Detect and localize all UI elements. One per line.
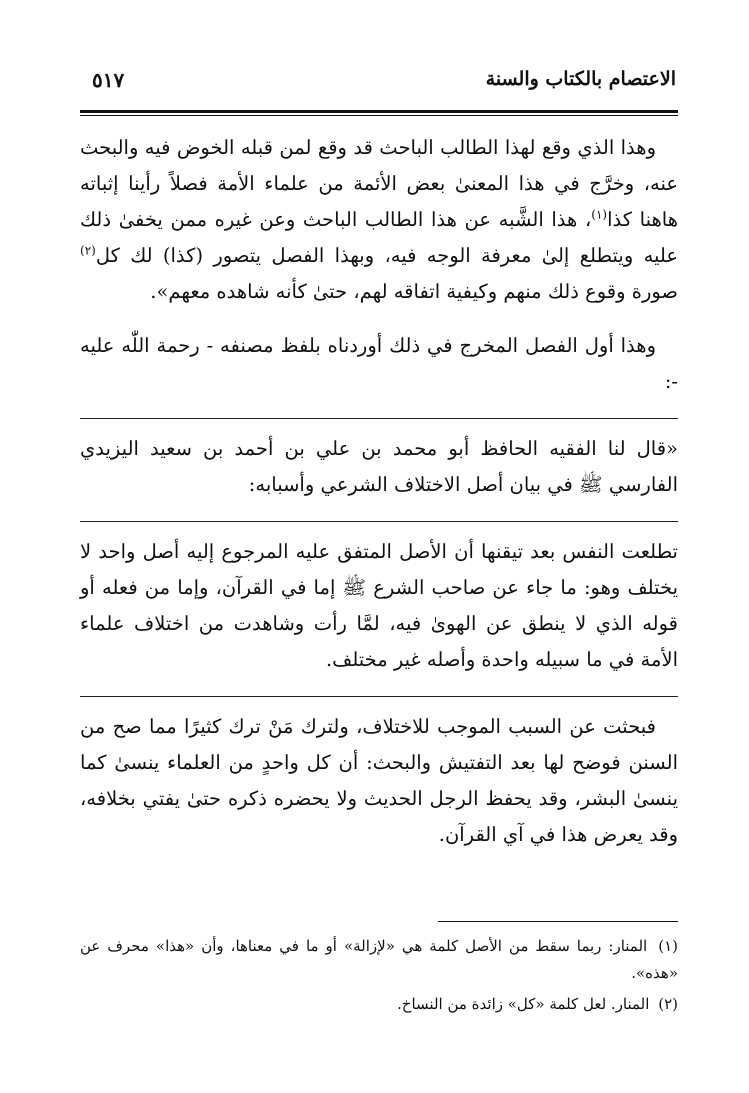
footnote-number: (١)	[658, 937, 678, 955]
paragraph-4: تطلعت النفس بعد تيقنها أن الأصل المتفق عليه المرجوع إليه أصل واحد لا يختلف وهو: ما جاء عن صاحب الشرع ﷺ إما في القرآن، وإما من فعله أو قوله الذي لا ينطق عن الهوىٰ فيه، لمَّا رأت وشاهدت من اختلاف علماء الأمة في ما سبيله واحدة وأصله غير مختلف.	[80, 540, 678, 671]
running-header	[92, 68, 676, 102]
header-rule	[80, 110, 678, 113]
paragraph-1-part-b: ، هذا الشَّبه عن هذا الطالب الباحث وعن غيره ممن يخفىٰ ذلك عليه ويتطلع إلىٰ معرفة الوجه فيه، وبهذا الفصل يتصور (كذا) لك كل	[80, 208, 678, 267]
footnote-text: المنار. لعل كلمة «كل» زائدة من النساخ.	[397, 995, 650, 1013]
page-number: ٥١٧	[92, 68, 125, 92]
footnote-text: المنار: ربما سقط من الأصل كلمة هي «لإزالة» أو ما في معناها، وأن «هذا» محرف عن «هذه».	[80, 937, 678, 982]
paragraph-1	[80, 130, 678, 310]
section-rule-3	[80, 696, 678, 697]
section-rule-2	[80, 521, 678, 522]
footnote-1	[80, 933, 678, 987]
running-title: الاعتصام بالكتاب والسنة	[485, 68, 676, 90]
footnote-rule	[438, 921, 678, 922]
section-rule-1	[80, 418, 678, 419]
paragraph-1-part-c: صورة وقوع ذلك منهم وكيفية اتفاقه لهم، حتىٰ كأنه شاهده معهم».	[150, 280, 678, 303]
main-text	[80, 130, 678, 871]
footnote-number: (٢)	[658, 995, 678, 1013]
footnotes	[80, 933, 678, 1022]
footnote-ref-2[interactable]: (٢)	[80, 243, 96, 258]
footnote-2	[80, 991, 678, 1018]
footnote-ref-1[interactable]: (١)	[591, 207, 608, 222]
paragraph-3: «قال لنا الفقيه الحافظ أبو محمد بن علي بن أحمد بن سعيد اليزيدي الفارسي ﷺ في بيان أصل الاختلاف الشرعي وأسبابه:	[80, 437, 678, 496]
paragraph-1-part-a: وهذا الذي وقع لهذا الطالب الباحث قد وقع لمن قبله الخوض فيه والبحث عنه، وخرَّج في هذا المعنىٰ بعض الأئمة من علماء الأمة فصلاً رأينا إثباته هاهنا كذا	[80, 136, 679, 231]
paragraph-2: وهذا أول الفصل المخرج في ذلك أوردناه بلفظ مصنفه - رحمة اللّٰه عليه -:	[80, 334, 678, 393]
header-rule-thin	[80, 115, 678, 116]
paragraph-5: فبحثت عن السبب الموجب للاختلاف، ولترك مَنْ ترك كثيرًا مما صح من السنن فوضح لها بعد التفتيش والبحث: أن كل واحدٍ من العلماء ينسىٰ كما ينسىٰ البشر، وقد يحفظ الرجل الحديث ولا يحضره ذكره حتىٰ يفتي بخلافه، وقد يعرض هذا في آي القرآن.	[80, 715, 678, 846]
